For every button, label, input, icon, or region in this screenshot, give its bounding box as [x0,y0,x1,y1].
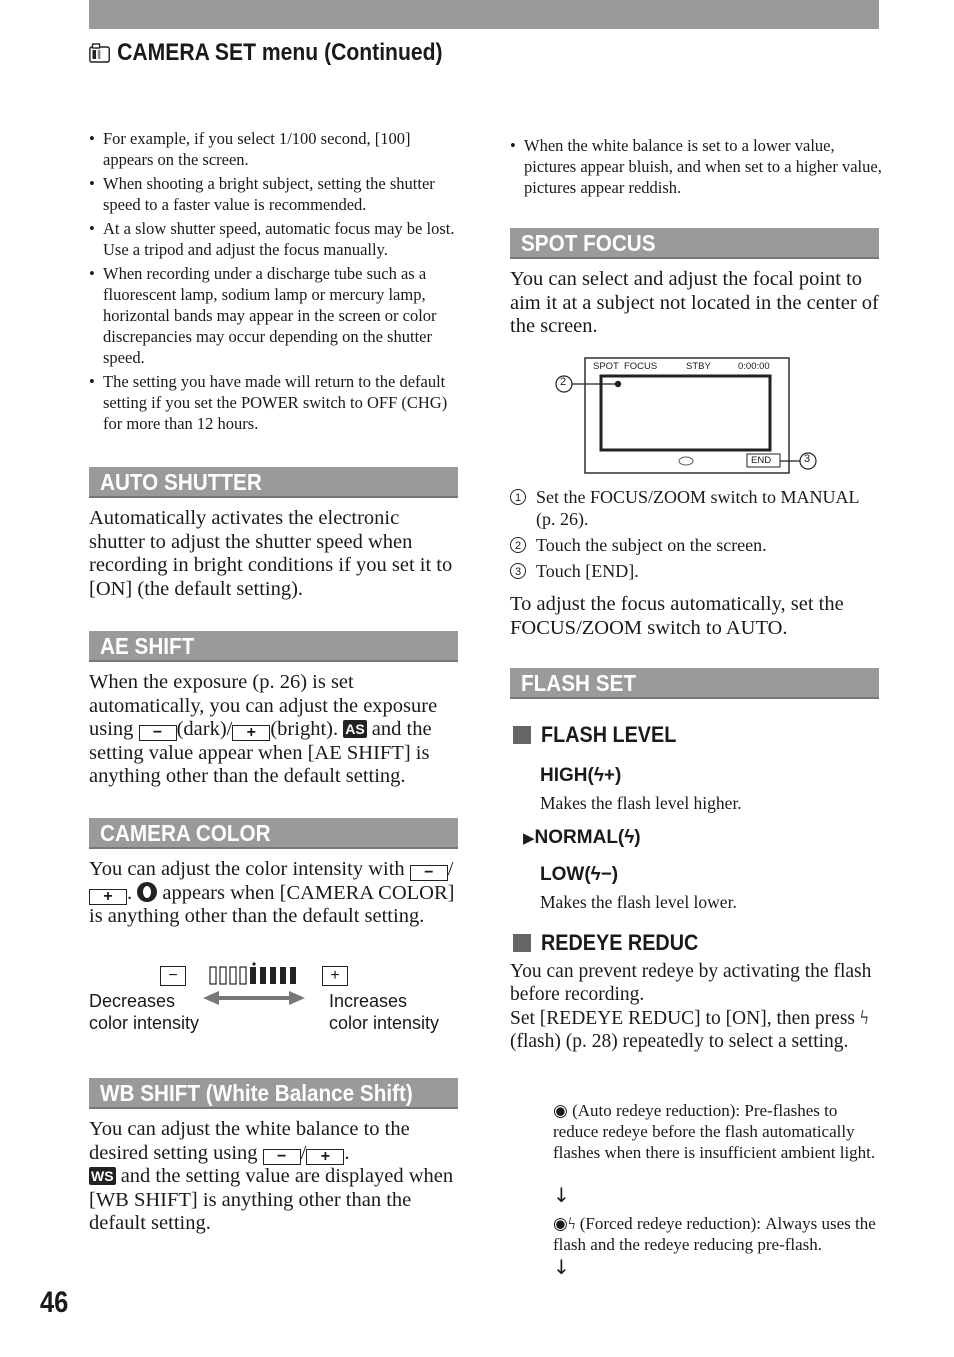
auto-shutter-heading: AUTO SHUTTER [89,467,458,498]
square-bullet-icon [513,726,531,744]
camera-color-text: You can adjust the color intensity with − /+ . appears when [CAMERA COLOR] is anything other than the default setting. [89,858,455,927]
default-marker-icon: ▶ [523,830,535,847]
camera-menu-icon [89,42,110,64]
flash-high-option: HIGH(ϟ+) [540,765,622,786]
flash-level-subheading: FLASH LEVEL [513,722,691,748]
step-number: 3 [510,563,526,579]
ae-shift-heading: AE SHIFT [89,631,458,662]
list-item: • When the white balance is set to a lower value, pictures appear bluish, and when set to a higher value, pictures appear reddish. [510,135,882,198]
redeye-text: You can prevent redeye by activating the flash before recording. Set [REDEYE REDUC] to [ON], then press ϟ (flash) (p. 28) repeatedly to select a setting. [510,961,872,1052]
step-number: 1 [510,489,526,505]
color-intensity-scale [89,962,459,1042]
camera-color-heading: CAMERA COLOR [89,818,458,849]
square-bullet-icon [513,934,531,952]
scale-minus-icon: − [160,966,186,986]
list-item: • The setting you have made will return to the default setting if you set the POWER switch to OFF (CHG) for more than 12 hours. [89,371,461,434]
spot-focus-auto-text: To adjust the focus automatically, set the FOCUS/ZOOM switch to AUTO. [510,593,844,639]
decreases-label: Decreases color intensity [89,991,200,1033]
arrow-down-icon: ↓ [553,1183,570,1207]
screen-stby-label: STBY [686,361,711,372]
flash-high-desc: Makes the flash level higher. [540,793,742,813]
redeye-forced-option: ◉ϟ (Forced redeye reduction): Always uses the flash and the redeye reducing pre-flash. [553,1214,876,1254]
callout-2-label: 2 [560,376,567,388]
shutter-notes-list [89,128,461,437]
page-title-text: CAMERA SET menu (Continued) [117,39,443,66]
wb-notes-list [510,135,882,201]
auto-shutter-text: Automatically activates the electronic shutter to adjust the shutter speed when recording in bright conditions if you set it to [ON] (the default setting). [89,507,453,600]
page-number: 46 [40,1286,69,1319]
plus-button-icon: + [306,1149,344,1165]
step-item: 3 Touch [END]. [510,560,880,582]
increases-label: Increases color intensity [329,991,440,1033]
redeye-auto-option: ◉ (Auto redeye reduction): Pre-flashes to reduce redeye before the flash automatically flashes when there is insufficient ambient light. [553,1101,876,1162]
step-item: 2 Touch the subject on the screen. [510,534,880,556]
spot-focus-heading: SPOT FOCUS [510,228,879,259]
plus-button-icon: + [232,725,270,741]
list-item: • When recording under a discharge tube such as a fluorescent lamp, sodium lamp or mercury lamp, horizontal bands may appear in the screen or color discrepancies may occur depending on the shutter speed. [89,263,461,368]
flash-low-desc: Makes the flash level lower. [540,892,737,912]
screen-time-label: 0:00:00 [738,361,770,372]
list-item: • For example, if you select 1/100 second, [100] appears on the screen. [89,128,461,170]
redeye-subheading: REDEYE REDUC [513,930,716,956]
scale-plus-icon: + [322,966,348,986]
callout-3-label: 3 [804,453,811,465]
flash-set-heading: FLASH SET [510,668,879,699]
forced-redeye-icon: ◉ϟ [553,1214,576,1233]
header-bar [89,0,879,29]
double-arrow-icon [201,988,307,1008]
screen-mode-label: SPOT FOCUS [593,361,658,372]
intensity-bar-icon [209,962,301,988]
minus-button-icon: − [410,865,448,881]
auto-redeye-icon: ◉ [553,1101,568,1120]
minus-button-icon: − [139,725,177,741]
flash-icon: ϟ [859,1007,869,1029]
arrow-down-icon: ↓ [553,1255,570,1279]
flash-low-option: LOW(ϟ−) [540,864,619,885]
wb-shift-text: You can adjust the white balance to the desired setting using − / + . WS and the setting value are displayed when [WB SHIFT] is anything other than the default setting. [89,1118,454,1234]
flash-normal-option: ▶NORMAL(ϟ) [523,827,641,848]
list-item: • When shooting a bright subject, setting the shutter speed to a faster value is recommended. [89,173,461,215]
step-item: 1 Set the FOCUS/ZOOM switch to MANUAL (p. 26). [510,486,880,530]
spot-focus-text: You can select and adjust the focal point to aim it at a subject not located in the center of the screen. [510,268,879,337]
page-title [89,36,443,70]
wb-shift-heading: WB SHIFT (White Balance Shift) [89,1078,458,1109]
camera-color-icon [137,882,157,902]
list-item: • At a slow shutter speed, automatic focus may be lost. Use a tripod and adjust the focus manually. [89,218,461,260]
wb-shift-icon: WS [91,1168,114,1184]
spot-focus-screen-illustration [550,355,850,477]
ae-shift-icon: AS [345,721,365,737]
minus-button-icon: − [263,1149,301,1165]
ae-shift-text: When the exposure (p. 26) is set automatically, you can adjust the exposure using − (dark)/ + (bright). AS and the setting value appear when [AE SHIFT] is anything other than the default setting. [89,671,438,787]
plus-button-icon: + [89,889,127,905]
spot-focus-steps [510,486,880,586]
screen-end-button: END [751,455,772,466]
step-number: 2 [510,537,526,553]
